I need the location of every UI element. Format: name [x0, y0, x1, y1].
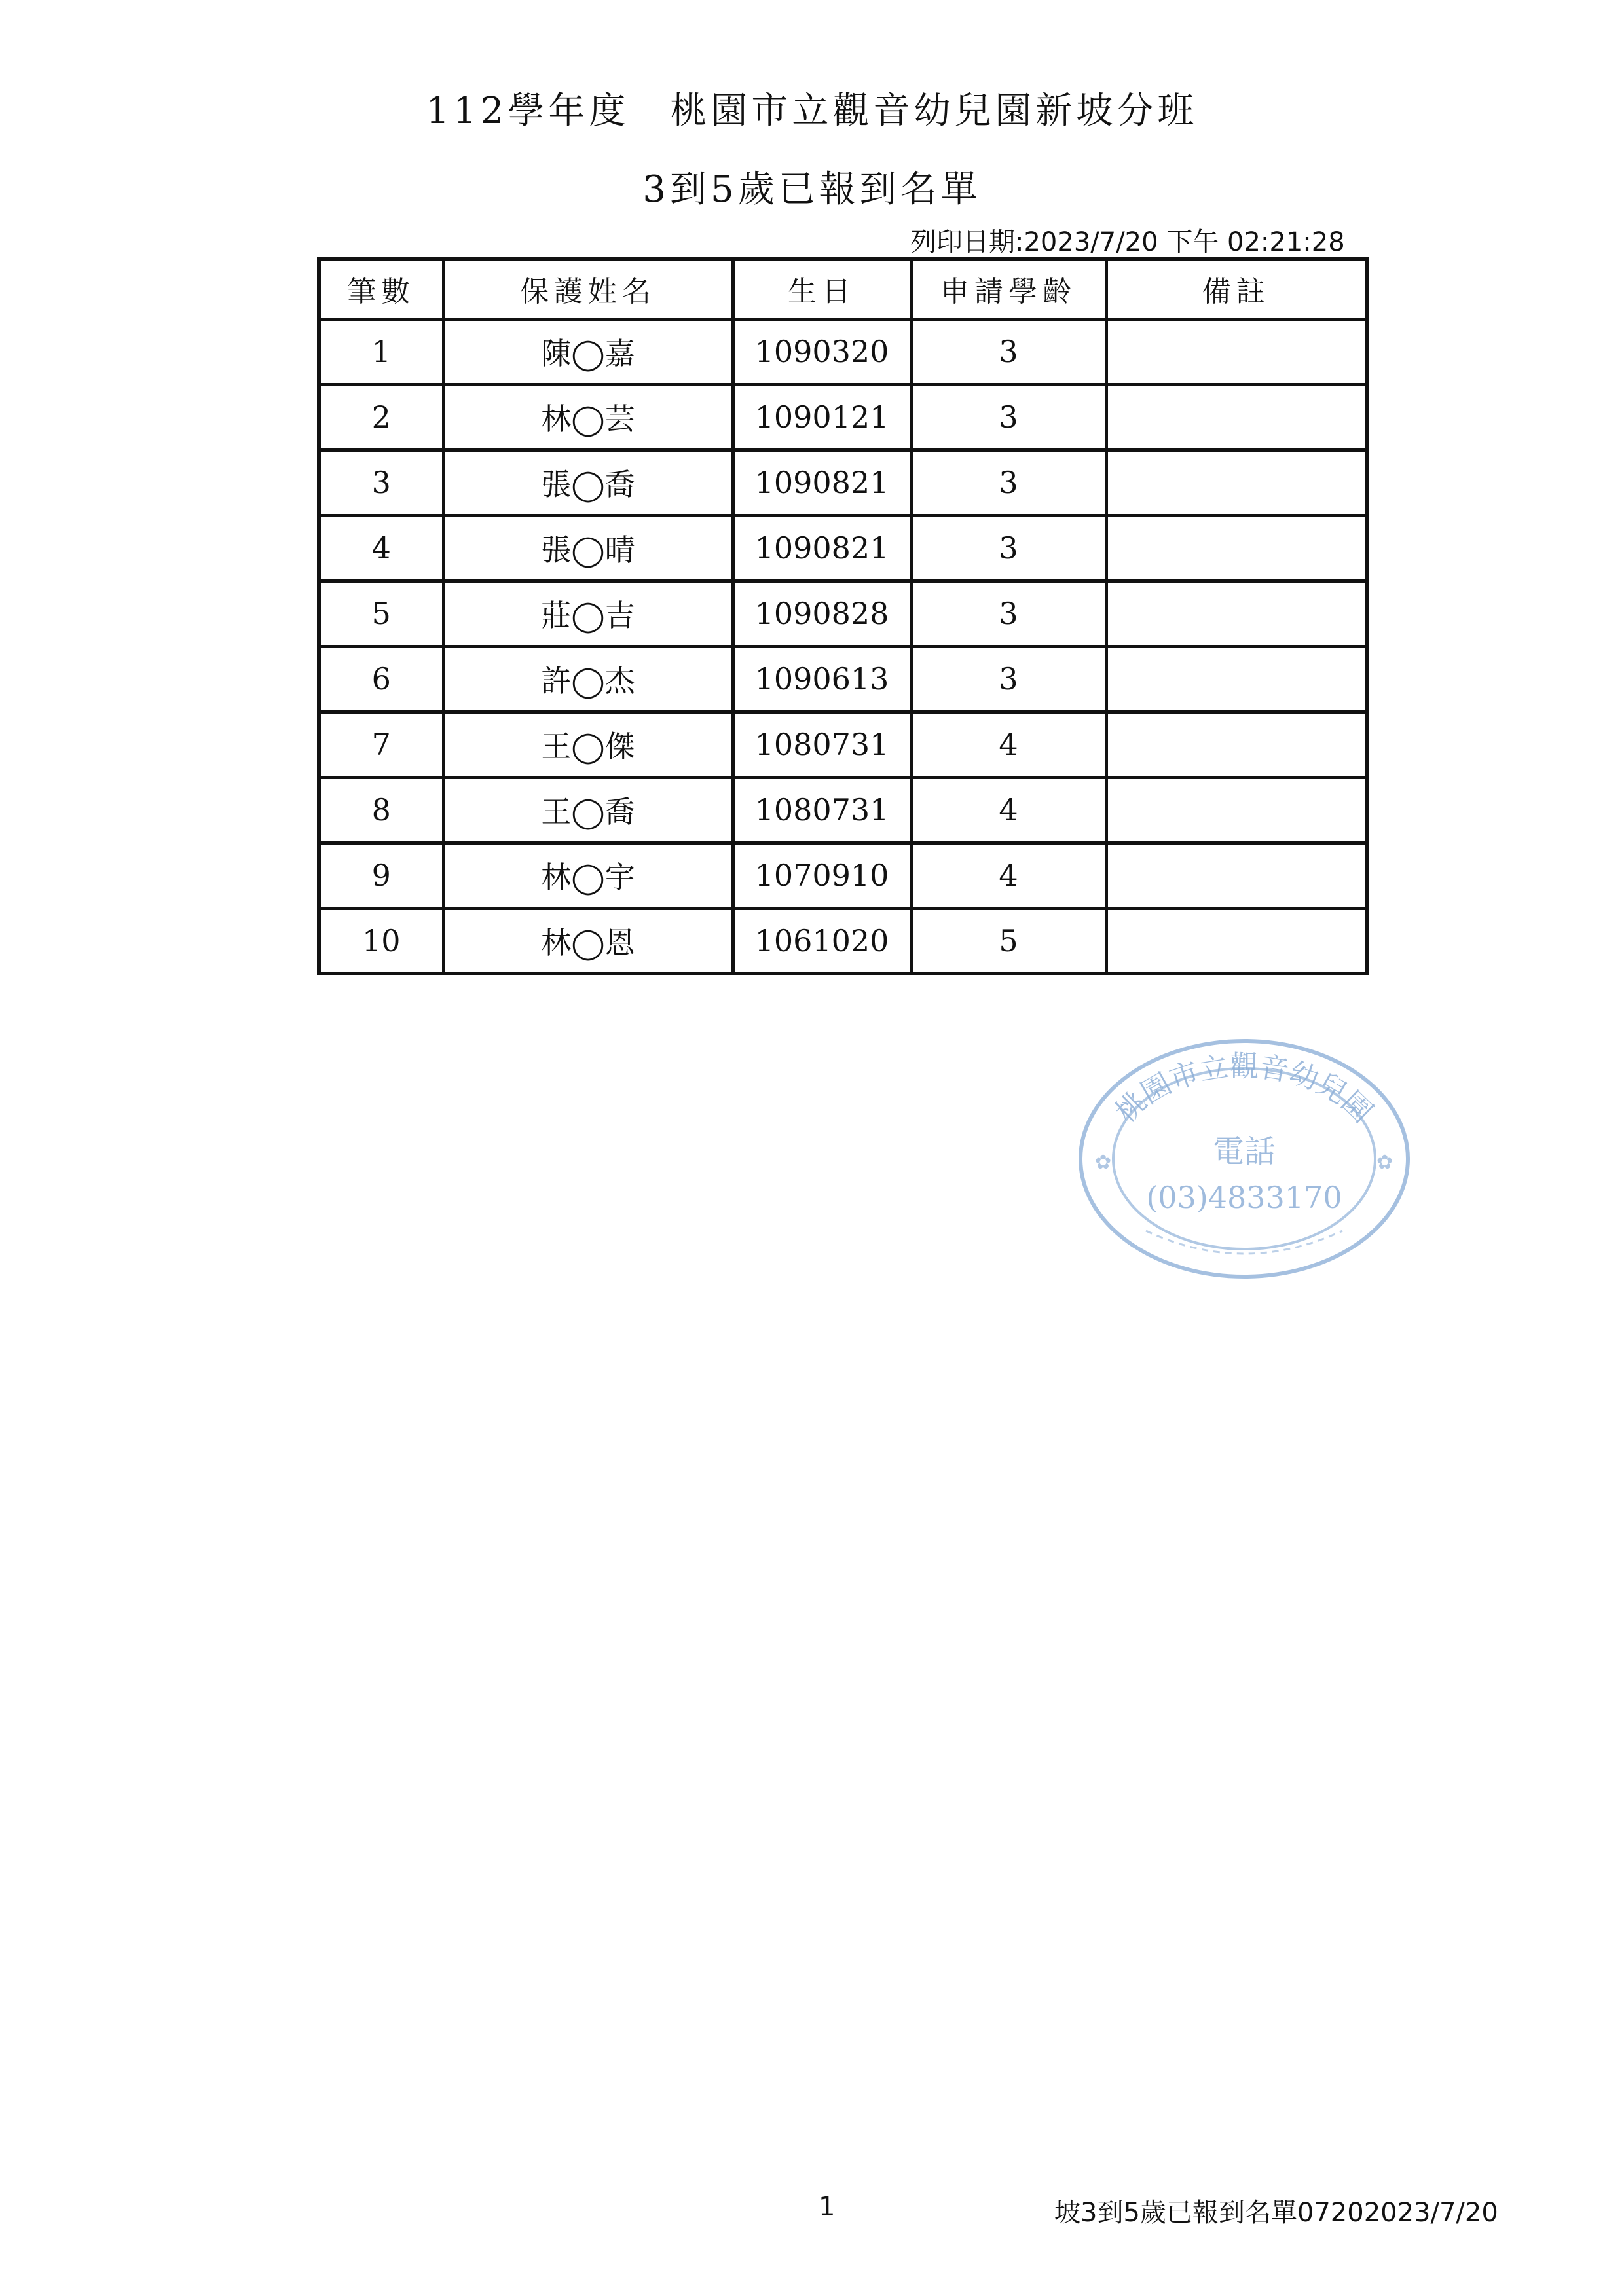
- column-header-age: 申請學齡: [911, 259, 1106, 319]
- cell-age: 3: [911, 450, 1106, 515]
- cell-age: 5: [911, 908, 1106, 974]
- table-row: [319, 515, 1367, 581]
- page-number: 1: [819, 2192, 836, 2222]
- cell-note: [1106, 581, 1367, 646]
- cell-note: [1106, 646, 1367, 712]
- stamp-org-text: 桃園市立觀音幼兒園: [1109, 1049, 1379, 1129]
- cell-age: 4: [911, 777, 1106, 843]
- cell-age: 3: [911, 384, 1106, 450]
- stamp-graphic: [1074, 1028, 1414, 1290]
- cell-name: 林◯芸: [443, 384, 733, 450]
- footer-file-label: 坡3到5歲已報到名單07202023/7/20: [1054, 2198, 1498, 2228]
- stamp-phone: (03)4833170: [1146, 1180, 1342, 1215]
- cell-note: [1106, 712, 1367, 777]
- print-date: 列印日期:2023/7/20 下午 02:21:28: [910, 227, 1345, 257]
- cell-number: 3: [319, 450, 443, 515]
- official-stamp: [1074, 1028, 1414, 1290]
- cell-age: 3: [911, 646, 1106, 712]
- cell-number: 9: [319, 843, 443, 908]
- cell-number: 8: [319, 777, 443, 843]
- enrollment-table: [317, 257, 1369, 975]
- cell-name: 陳◯嘉: [443, 319, 733, 384]
- cell-number: 6: [319, 646, 443, 712]
- cell-number: 5: [319, 581, 443, 646]
- cell-name: 林◯宇: [443, 843, 733, 908]
- cell-number: 1: [319, 319, 443, 384]
- cell-note: [1106, 908, 1367, 974]
- table-row: [319, 384, 1367, 450]
- column-header-birthday: 生日: [733, 259, 911, 319]
- table-row: [319, 908, 1367, 974]
- cell-birthday: 1061020: [733, 908, 911, 974]
- cell-birthday: 1090821: [733, 450, 911, 515]
- cell-name: 林◯恩: [443, 908, 733, 974]
- cell-age: 3: [911, 319, 1106, 384]
- cell-name: 張◯喬: [443, 450, 733, 515]
- cell-birthday: 1070910: [733, 843, 911, 908]
- cell-note: [1106, 777, 1367, 843]
- cell-age: 3: [911, 581, 1106, 646]
- document-subtitle: 3到5歲已報到名單: [642, 168, 982, 211]
- stamp-label: 電話: [1212, 1133, 1276, 1170]
- cell-note: [1106, 843, 1367, 908]
- cell-birthday: 1090121: [733, 384, 911, 450]
- table-row: [319, 646, 1367, 712]
- cell-birthday: 1080731: [733, 712, 911, 777]
- table-header-row: [319, 259, 1367, 319]
- cell-number: 7: [319, 712, 443, 777]
- table-row: [319, 581, 1367, 646]
- cell-name: 張◯晴: [443, 515, 733, 581]
- cell-birthday: 1080731: [733, 777, 911, 843]
- table-row: [319, 712, 1367, 777]
- cell-number: 10: [319, 908, 443, 974]
- table-row: [319, 843, 1367, 908]
- cell-birthday: 1090613: [733, 646, 911, 712]
- cell-age: 4: [911, 712, 1106, 777]
- table-row: [319, 319, 1367, 384]
- cell-birthday: 1090828: [733, 581, 911, 646]
- cell-age: 3: [911, 515, 1106, 581]
- cell-name: 王◯傑: [443, 712, 733, 777]
- cell-name: 許◯杰: [443, 646, 733, 712]
- document-title: 112學年度 桃園市立觀音幼兒園新坡分班: [426, 90, 1198, 132]
- cell-age: 4: [911, 843, 1106, 908]
- flower-icon: ✿: [1095, 1151, 1112, 1174]
- cell-birthday: 1090821: [733, 515, 911, 581]
- column-header-number: 筆數: [319, 259, 443, 319]
- cell-name: 莊◯吉: [443, 581, 733, 646]
- cell-name: 王◯喬: [443, 777, 733, 843]
- cell-note: [1106, 450, 1367, 515]
- flower-icon: ✿: [1376, 1151, 1393, 1174]
- cell-number: 4: [319, 515, 443, 581]
- cell-note: [1106, 319, 1367, 384]
- cell-birthday: 1090320: [733, 319, 911, 384]
- cell-note: [1106, 384, 1367, 450]
- column-header-name: 保護姓名: [443, 259, 733, 319]
- cell-note: [1106, 515, 1367, 581]
- table-row: [319, 777, 1367, 843]
- cell-number: 2: [319, 384, 443, 450]
- table-row: [319, 450, 1367, 515]
- column-header-note: 備註: [1106, 259, 1367, 319]
